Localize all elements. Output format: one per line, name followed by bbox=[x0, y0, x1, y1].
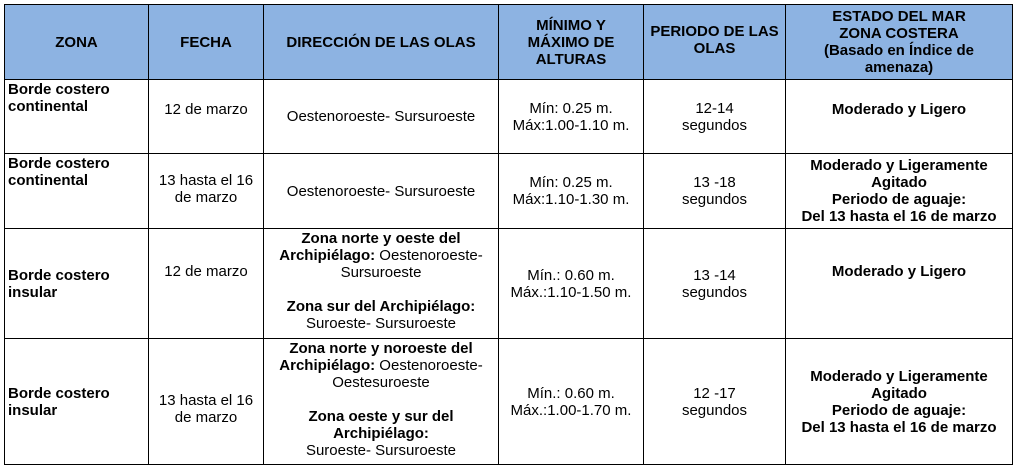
cell-fecha: 12 de marzo bbox=[149, 80, 264, 154]
cell-direccion: Oestenoroeste- Sursuroeste bbox=[264, 154, 499, 229]
header-row bbox=[5, 5, 1013, 80]
cell-alturas: Mín.: 0.60 m. Máx.:1.10-1.50 m. bbox=[499, 229, 644, 339]
cell-zona: Borde costero continental bbox=[5, 80, 149, 154]
cell-alturas: Mín.: 0.60 m. Máx.:1.00-1.70 m. bbox=[499, 339, 644, 465]
cell-alturas: Mín: 0.25 m. Máx:1.00-1.10 m. bbox=[499, 80, 644, 154]
sea-state-forecast-table bbox=[4, 4, 1013, 465]
cell-periodo: 12 -17 segundos bbox=[644, 339, 786, 465]
header-estado: ESTADO DEL MAR ZONA COSTERA (Basado en Índice de amenaza) bbox=[786, 5, 1013, 80]
forecast-table-wrapper bbox=[4, 4, 1013, 465]
cell-estado: Moderado y Ligero bbox=[786, 229, 1013, 339]
cell-periodo: 12-14 segundos bbox=[644, 80, 786, 154]
cell-alturas: Mín: 0.25 m. Máx:1.10-1.30 m. bbox=[499, 154, 644, 229]
cell-zona: Borde costero insular bbox=[5, 229, 149, 339]
cell-periodo: 13 -18 segundos bbox=[644, 154, 786, 229]
cell-fecha: 13 hasta el 16 de marzo bbox=[149, 154, 264, 229]
table-row bbox=[5, 154, 1013, 229]
table-row bbox=[5, 229, 1013, 339]
cell-direccion: Zona norte y oeste del Archipiélago: Oestenoroeste- Sursuroeste Zona sur del Archipiélago: Suroeste- Sursuroeste bbox=[264, 229, 499, 339]
header-zona: ZONA bbox=[5, 5, 149, 80]
cell-estado: Moderado y Ligero bbox=[786, 80, 1013, 154]
cell-direccion: Zona norte y noroeste del Archipiélago: Oestenoroeste- Oestesuroeste Zona oeste y sur del Archipiélago: Suroeste- Sursuroeste bbox=[264, 339, 499, 465]
cell-fecha: 12 de marzo bbox=[149, 229, 264, 339]
header-alturas: MÍNIMO Y MÁXIMO DE ALTURAS bbox=[499, 5, 644, 80]
cell-periodo: 13 -14 segundos bbox=[644, 229, 786, 339]
cell-estado: Moderado y Ligeramente Agitado Periodo de aguaje: Del 13 hasta el 16 de marzo bbox=[786, 339, 1013, 465]
cell-estado: Moderado y Ligeramente Agitado Periodo de aguaje: Del 13 hasta el 16 de marzo bbox=[786, 154, 1013, 229]
cell-direccion: Oestenoroeste- Sursuroeste bbox=[264, 80, 499, 154]
header-periodo: PERIODO DE LAS OLAS bbox=[644, 5, 786, 80]
header-direccion: DIRECCIÓN DE LAS OLAS bbox=[264, 5, 499, 80]
cell-fecha: 13 hasta el 16 de marzo bbox=[149, 339, 264, 465]
header-fecha: FECHA bbox=[149, 5, 264, 80]
table-row bbox=[5, 80, 1013, 154]
cell-zona: Borde costero insular bbox=[5, 339, 149, 465]
cell-zona: Borde costero continental bbox=[5, 154, 149, 229]
table-row bbox=[5, 339, 1013, 465]
